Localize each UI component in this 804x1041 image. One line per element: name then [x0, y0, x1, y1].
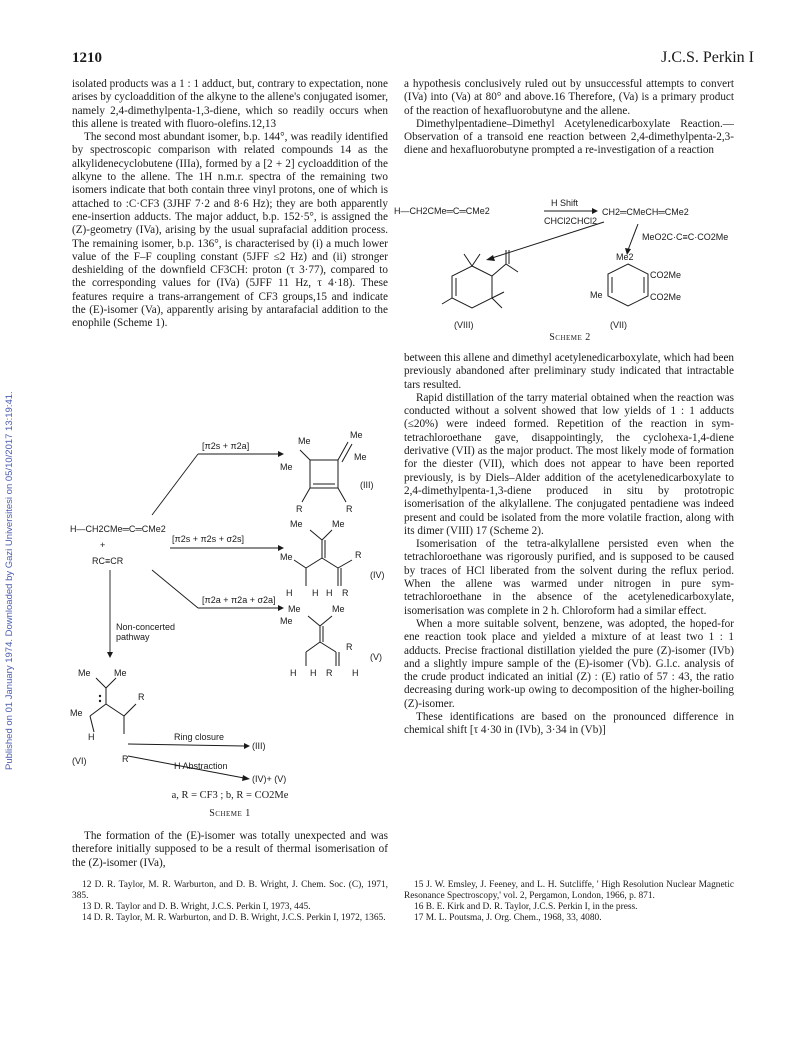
r-label: R [296, 504, 303, 514]
r-label: R [346, 504, 353, 514]
structure-III [280, 430, 374, 514]
r-label: R [326, 668, 333, 678]
r-label: R [122, 754, 129, 764]
reference-item: 16 B. E. Kirk and D. R. Taylor, J.C.S. Perkin I, in the press. [414, 902, 638, 912]
h-label: H [310, 668, 317, 678]
me-label: Me [280, 552, 293, 562]
reference-item: 12 D. R. Taylor, M. R. Warburton, and D. B. Wright, J. Chem. Soc. (C), 1971, 385. [72, 880, 388, 901]
r-label: R [342, 588, 349, 598]
compound-label-VIII: (VIII) [454, 320, 474, 330]
paragraph: The formation of the (E)-isomer was totally unexpected and was therefore initially supposed to be a result of thermal isomerisation of the (Z)-isomer (IVa), [72, 830, 388, 869]
left-column-bottom-text [72, 830, 388, 870]
reference-item: 17 M. L. Poutsma, J. Org. Chem., 1968, 33, 4080. [414, 913, 602, 923]
structure-V [280, 604, 382, 678]
right-references [404, 880, 734, 924]
right-column-top-text [404, 78, 734, 158]
scheme-2-product-diene: CH2═CMeCH═CMe2 [602, 207, 689, 217]
paragraph: isolated products was a 1 : 1 adduct, but, contrary to expectation, none arises by cycloaddition of the alkyne to the allene's conjugated isomer, namely 2,4-dimethylpenta-1,3-diene, which so readily occurs when this allene is treated with fluoro-olefins.12,13 [72, 78, 388, 130]
left-references [72, 880, 388, 924]
h-shift-label: H Shift [551, 198, 579, 208]
me-label: Me [290, 519, 303, 529]
h-label: H [312, 588, 319, 598]
h-label: H [290, 668, 297, 678]
reagent-dmad: MeO2C·C≡C·CO2Me [642, 232, 729, 242]
paragraph: Isomerisation of the tetra-alkylallene persisted even when the tetrachloroethane was rigorously purified, and is supposed to be caused by traces of HCl liberated from the solvent during the reflux period. When the allene was warmed under nitrogen in pure sym-tetrachloroethane in the absence of the acetylenedicarboxylate, isomerisation was complete in 2 h. Chloroform had a similar effect. [404, 538, 734, 617]
me-label: Me [354, 452, 367, 462]
scheme-1-caption: Scheme 1 [209, 808, 251, 819]
pathway-label: pathway [116, 632, 150, 642]
paragraph: a hypothesis conclusively ruled out by unsuccessful attempts to convert (IVa) into (Va) at 80° and above.16 Therefore, (Va) is a primary product of the reaction of hexafluorobutyne and the allene. [404, 78, 734, 117]
scheme-2-diagram [394, 194, 739, 346]
paragraph: Rapid distillation of the tarry material obtained when the reaction was conducted without a solvent showed that low yields of 1 : 1 adducts (≤20%) were indeed formed. Repetition of the reaction in sym-tetrachloroethane gave, disappointingly, the cyclohexa-1,4-diene derivative (VII) as the major product. The most likely mode of formation for the diester (VII), which does not appear to have been reported previously, is by Diels–Alder addition of the acetylenedicarboxylate to 2,4-dimethylpenta-1,3-diene produced in situ by prototropic isomerisation of the alkylallene. The conjugated pentadiene was indeed present and could be isolated from the more volatile fraction, along with its dimer (VIII) 17 (Scheme 2). [404, 391, 734, 537]
journal-title: J.C.S. Perkin I [661, 49, 754, 66]
reference-item: 13 D. R. Taylor and D. B. Wright, J.C.S. Perkin I, 1973, 445. [82, 902, 311, 912]
paragraph: These identifications are based on the pronounced difference in chemical shift [τ 4·30 in (IVb), 3·34 in (Vb)] [404, 711, 734, 737]
scheme-2-caption: Scheme 2 [549, 332, 591, 343]
structure-VII [590, 252, 681, 330]
me-label: Me [70, 708, 83, 718]
reactant-alkyne: RC≡CR [92, 556, 124, 566]
me2-label: Me2 [616, 252, 634, 262]
solvent-label: CHCl2CHCl2 [544, 216, 598, 226]
scheme-1-footnote: a, R = CF3 ; b, R = CO2Me [171, 790, 289, 801]
scheme-2-reactant: H—CH2CMe═C═CMe2 [394, 206, 490, 216]
structure-VIII [442, 250, 518, 330]
h-label: H [88, 732, 95, 742]
page-number: 1210 [72, 50, 102, 66]
plus-sign: + [100, 540, 106, 550]
me-label: Me [332, 604, 345, 614]
compound-label-IV: (IV) [370, 570, 385, 580]
compound-label-III: (III) [360, 480, 374, 490]
paragraph: Dimethylpentadiene–Dimethyl Acetylenedicarboxylate Reaction.—Observation of a transoid ene reaction between 2,4-dimethylpenta-2,3-diene and hexafluorobutyne prompted a re-investigation of a reaction [404, 117, 734, 157]
me-label: Me [332, 519, 345, 529]
reactant-allene: H—CH2CMe═C═CMe2 [70, 524, 166, 534]
co2me-label: CO2Me [650, 292, 682, 302]
me-label: Me [280, 616, 293, 626]
paragraph: The second most abundant isomer, b.p. 144°, was readily identified by spectroscopic comparison with related compounds 14 as the alkylidenecyclobutene (IIIa), formed by a [2 + 2] cycloaddition of the alkyne to the allene. The 1H n.m.r. spectra of the remaining two isomers indicate that both contain three vinyl protons, one of which is attached to :C·CF3 (3JHF 7·2 and 8·6 Hz); they are both apparently ene-insertion adducts. The major adduct, b.p. 152·5°, is assigned the (Z)-geometry (IVa), arising by the usual suprafacial addition process. The remaining isomer, b.p. 136°, is characterised by (i) a much lower value of the F–F coupling constant (5JFF ≤2 Hz) and (ii) stronger deshielding of the downfield CF3CH: proton (τ 3·77), compared to the corresponding values for (IVa) (5JFF 11 Hz, τ 4·18). These features require a trans-arrangement of CF3 groups,15 and indicate the (E)-isomer (Va), apparently arising by antarafacial addition to the enophile (Scheme 1). [72, 131, 388, 330]
me-label: Me [280, 462, 293, 472]
h-label: H [352, 668, 359, 678]
ring-closure-product: (III) [252, 741, 266, 751]
reference-item: 14 D. R. Taylor, M. R. Warburton, and D. B. Wright, J.C.S. Perkin I, 1972, 1365. [82, 913, 386, 923]
me-label: Me [288, 604, 301, 614]
r-label: R [138, 692, 145, 702]
path-label-antara: [π2a + π2a + σ2a] [202, 595, 276, 605]
path-label-concerted: [π2s + π2s + σ2s] [172, 534, 245, 544]
ring-closure-label: Ring closure [174, 732, 225, 742]
me-label: Me [114, 668, 127, 678]
compound-label-VI: (VI) [72, 756, 87, 766]
me-label: Me [350, 430, 363, 440]
abstraction-label: H Abstraction [174, 761, 228, 771]
me-label: Me [298, 436, 311, 446]
compound-label-V: (V) [370, 652, 382, 662]
co2me-label: CO2Me [650, 270, 682, 280]
me-label: Me [78, 668, 91, 678]
path-label-2s2a: [π2s + π2a] [202, 441, 250, 451]
paragraph: between this allene and dimethyl acetylenedicarboxylate, which had been previously abandoned after preliminary study indicated that intractable tars resulted. [404, 352, 734, 391]
h-label: H [326, 588, 333, 598]
me-label: Me [590, 290, 603, 300]
right-column-body [404, 352, 734, 738]
paragraph: When a more suitable solvent, benzene, was adopted, the hoped-for ene reaction took place and yielded a mixture of at least two 1 : 1 adducts. Precise fractional distillation yielded the pure (Z)-isomer (IVb) and a slightly impure sample of the (E)-isomer (Vb). G.l.c. analysis of the crude product indicated an initial (Z) : (E) ratio of 57 : 43, the ratio decreasing during work-up owing to decomposition of the higher-boiling (Z)-isomer. [404, 617, 734, 710]
structure-VI [70, 668, 145, 766]
r-label: R [355, 550, 362, 560]
scheme-1-diagram [70, 420, 400, 835]
abstraction-product: (IV)+ (V) [252, 774, 287, 784]
r-label: R [346, 642, 353, 652]
nonconcerted-label: Non-concerted [116, 622, 176, 632]
left-column-text [72, 78, 388, 331]
structure-IV [280, 519, 385, 598]
compound-label-VII: (VII) [610, 320, 627, 330]
download-watermark: Published on 01 January 1974. Downloaded by Gazi Universitesi on 05/10/2017 13:19:41. [4, 391, 15, 770]
reference-item: 15 J. W. Emsley, J. Feeney, and L. H. Sutcliffe, ' High Resolution Nuclear Magnetic Resonance Spectroscopy,' vol. 2, Pergamon, London, 1966, p. 871. [404, 880, 734, 901]
h-label: H [286, 588, 293, 598]
